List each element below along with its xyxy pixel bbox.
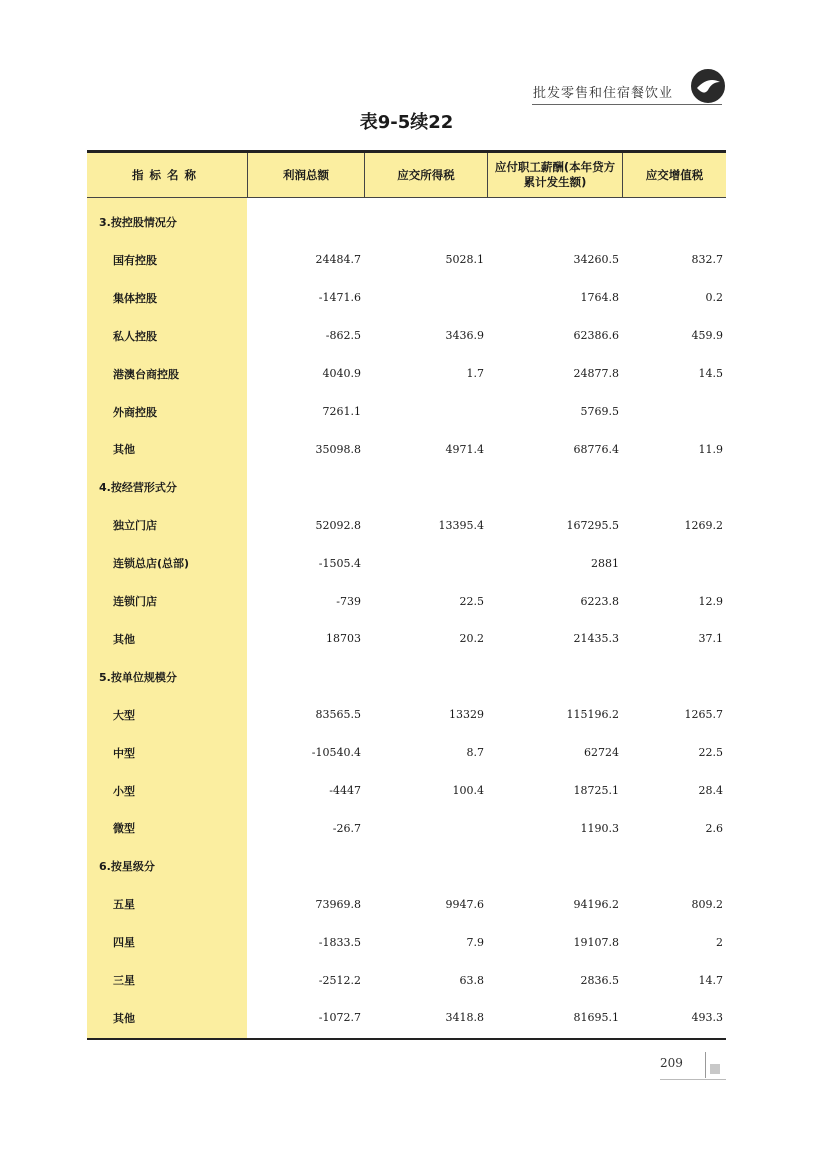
cell-total-profit: -4447 <box>329 784 361 797</box>
row-label: 国有控股 <box>113 253 157 267</box>
table-title: 表9-5续22 <box>359 112 454 133</box>
cell-total-profit: 18703 <box>326 632 361 646</box>
row-label: 连锁总店(总部) <box>113 557 190 571</box>
cell-income-tax: 100.4 <box>452 784 484 797</box>
row-label: 五星 <box>113 898 135 912</box>
row-label: 中型 <box>113 746 135 760</box>
cell-vat: 28.4 <box>698 784 723 797</box>
cell-vat: 14.5 <box>698 367 723 381</box>
cell-vat: 809.2 <box>691 897 723 911</box>
cell-payroll: 62386.6 <box>573 329 619 343</box>
table-row <box>87 1008 726 1028</box>
row-label: 其他 <box>113 1011 135 1025</box>
page-number: 209 <box>660 1056 683 1070</box>
cell-vat: 1265.7 <box>684 708 723 722</box>
cell-payroll: 68776.4 <box>573 442 619 456</box>
column-header-total-profit: 利润总额 <box>247 153 364 197</box>
row-label: 其他 <box>113 632 135 646</box>
cell-payroll: 1190.3 <box>580 821 619 835</box>
cell-vat: 832.7 <box>691 253 723 267</box>
table-row <box>87 288 726 308</box>
header-rule <box>532 104 722 105</box>
cell-payroll: 5769.5 <box>580 405 619 418</box>
cell-vat: 37.1 <box>698 632 723 646</box>
cell-income-tax: 13395.4 <box>438 518 484 532</box>
table-row <box>87 629 726 649</box>
cell-income-tax: 5028.1 <box>445 253 484 267</box>
column-header-payroll: 应付职工薪酬(本年贷方累计发生额) <box>487 153 622 197</box>
cell-payroll: 81695.1 <box>573 1011 619 1025</box>
section-row <box>87 477 726 497</box>
cell-total-profit: -1471.6 <box>318 291 361 305</box>
cell-payroll: 6223.8 <box>580 594 619 608</box>
cell-payroll: 21435.3 <box>573 632 619 646</box>
row-label: 其他 <box>113 443 135 457</box>
column-header-vat: 应交增值税 <box>622 153 726 197</box>
cell-total-profit: 35098.8 <box>315 442 361 456</box>
table-body <box>87 198 726 1040</box>
table-row <box>87 402 726 422</box>
cell-total-profit: -2512.2 <box>318 973 361 987</box>
cell-payroll: 167295.5 <box>566 518 619 532</box>
footer-divider <box>705 1052 706 1078</box>
table-row <box>87 818 726 838</box>
cell-vat: 493.3 <box>691 1011 723 1025</box>
cell-total-profit: -26.7 <box>332 821 361 835</box>
table-row <box>87 781 726 801</box>
cell-total-profit: 83565.5 <box>315 708 361 722</box>
cell-vat: 459.9 <box>691 329 723 343</box>
cell-payroll: 1764.8 <box>580 291 619 305</box>
cell-total-profit: 52092.8 <box>315 518 361 532</box>
table-row <box>87 591 726 611</box>
cell-vat: 14.7 <box>698 973 723 987</box>
cell-income-tax: 22.5 <box>459 594 484 608</box>
table-row <box>87 250 726 270</box>
table-row <box>87 326 726 346</box>
cell-vat: 22.5 <box>698 746 723 760</box>
cell-vat: 12.9 <box>698 594 723 608</box>
table-row <box>87 932 726 952</box>
cell-total-profit: -862.5 <box>325 329 361 343</box>
row-label: 独立门店 <box>113 519 157 533</box>
row-label: 连锁门店 <box>113 595 157 608</box>
cell-vat: 2.6 <box>705 821 723 835</box>
cell-payroll: 19107.8 <box>573 935 619 949</box>
table-row <box>87 705 726 725</box>
row-label: 小型 <box>113 784 135 798</box>
table-row <box>87 364 726 384</box>
table-row <box>87 439 726 459</box>
cell-payroll: 94196.2 <box>573 897 619 911</box>
cell-income-tax: 3418.8 <box>445 1011 484 1025</box>
table-header-row <box>87 153 726 198</box>
table-row <box>87 970 726 990</box>
table-row <box>87 515 726 535</box>
column-header-income-tax: 应交所得税 <box>364 153 487 197</box>
section-label: 3.按控股情况分 <box>99 216 177 229</box>
cell-total-profit: -1833.5 <box>318 935 361 949</box>
cell-income-tax: 9947.6 <box>445 897 484 911</box>
footer-rule <box>660 1079 726 1080</box>
cell-total-profit: -1505.4 <box>318 556 361 570</box>
row-label: 三星 <box>113 974 135 987</box>
cell-income-tax: 20.2 <box>459 632 484 646</box>
cell-vat: 0.2 <box>705 291 723 305</box>
cell-payroll: 115196.2 <box>566 708 619 722</box>
table-row <box>87 553 726 573</box>
table-row <box>87 743 726 763</box>
cell-payroll: 34260.5 <box>573 253 619 267</box>
cell-payroll: 2881 <box>591 556 619 570</box>
cell-income-tax: 13329 <box>449 708 484 722</box>
running-head: 批发零售和住宿餐饮业 <box>532 86 673 101</box>
cell-total-profit: -739 <box>336 594 361 608</box>
section-row <box>87 856 726 876</box>
footer-square-mark <box>710 1064 720 1074</box>
row-label: 大型 <box>113 708 135 722</box>
cell-payroll: 2836.5 <box>580 973 619 987</box>
cell-income-tax: 4971.4 <box>445 442 484 456</box>
section-label: 5.按单位规模分 <box>99 670 177 684</box>
publisher-logo-icon <box>690 68 726 104</box>
cell-vat: 11.9 <box>698 442 723 456</box>
row-label: 港澳台商控股 <box>113 367 179 381</box>
cell-payroll: 62724 <box>584 746 619 760</box>
cell-income-tax: 63.8 <box>459 973 484 987</box>
cell-total-profit: 4040.9 <box>322 367 361 381</box>
table-bottom-rule <box>87 1038 726 1040</box>
column-header-indicator: 指标名称 <box>132 167 202 182</box>
cell-total-profit: 73969.8 <box>315 897 361 911</box>
cell-income-tax: 7.9 <box>466 935 484 949</box>
row-label: 集体控股 <box>113 291 157 305</box>
row-label: 外商控股 <box>113 405 157 419</box>
row-label: 四星 <box>113 936 135 950</box>
row-label: 私人控股 <box>113 329 157 343</box>
cell-income-tax: 3436.9 <box>445 329 484 343</box>
row-label: 微型 <box>113 822 135 836</box>
cell-total-profit: -1072.7 <box>318 1011 361 1025</box>
section-label: 4.按经营形式分 <box>99 481 177 495</box>
cell-total-profit: 24484.7 <box>315 253 361 267</box>
cell-vat: 2 <box>716 935 723 949</box>
cell-vat: 1269.2 <box>684 518 723 532</box>
cell-total-profit: -10540.4 <box>311 746 361 760</box>
cell-payroll: 18725.1 <box>573 784 619 797</box>
section-row <box>87 212 726 232</box>
section-row <box>87 667 726 687</box>
cell-payroll: 24877.8 <box>573 367 619 381</box>
statistics-table <box>87 150 726 1040</box>
cell-income-tax: 8.7 <box>466 746 484 760</box>
cell-income-tax: 1.7 <box>466 367 484 381</box>
table-row <box>87 894 726 914</box>
section-label: 6.按星级分 <box>99 860 155 874</box>
cell-total-profit: 7261.1 <box>322 405 361 418</box>
